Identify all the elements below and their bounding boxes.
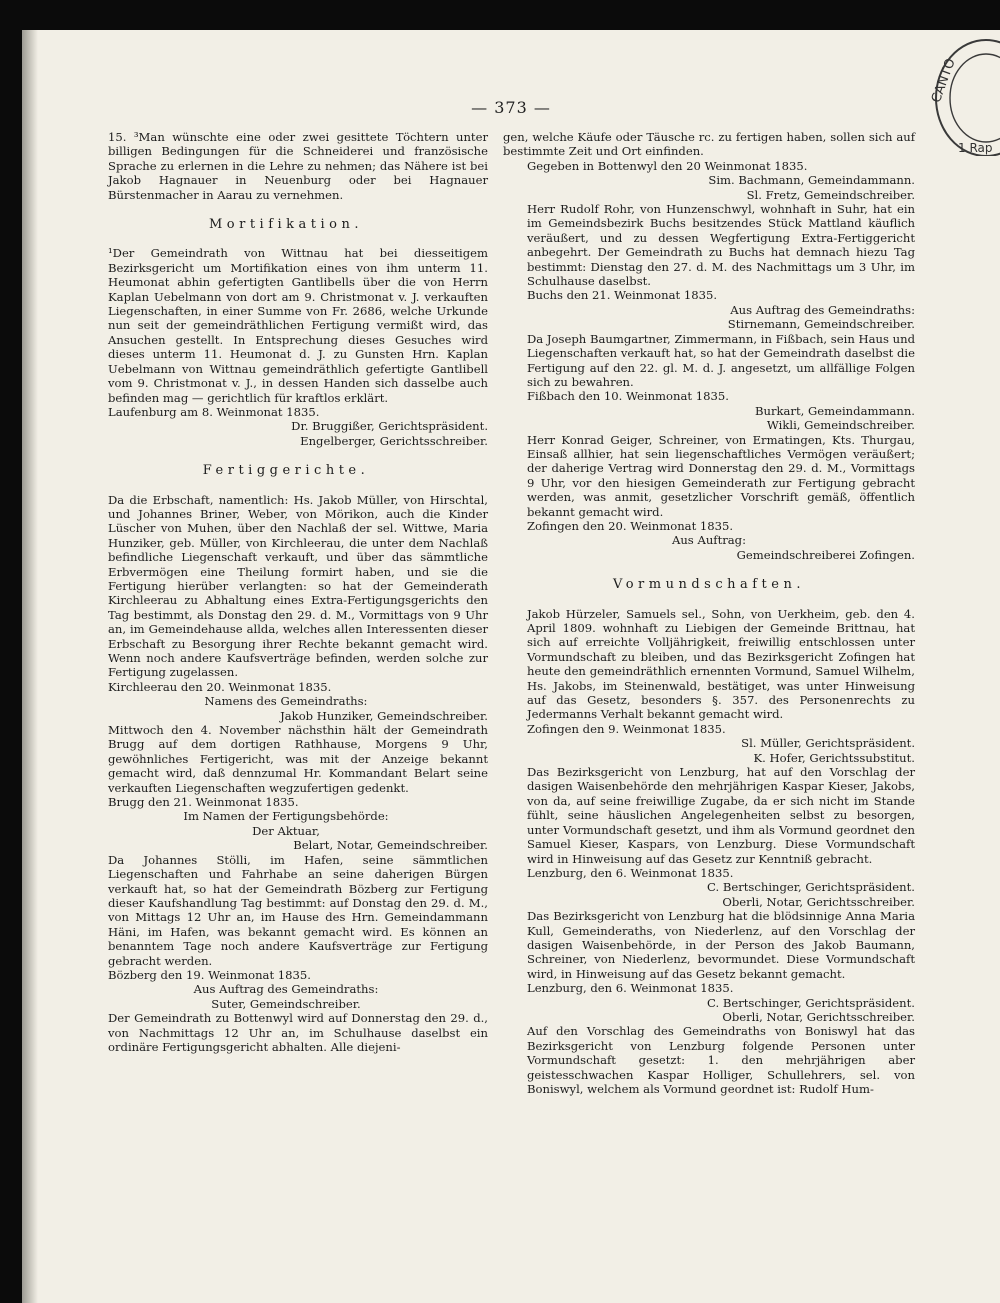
page-binding-edge [22,30,38,1303]
notice-paragraph: Das Bezirksgericht von Lenzburg, hat auf den Vorschlag der dasigen Waisenbehörde den mehrjährigen Kaspar Kieser, Jakobs, von da, auf seine freiwillige Zugabe, da er sich nicht im Stande fühlt, seine häuslichen Angelegenheiten selbst zu besorgen, unter Vormundschaft gesetzt, und ihm als Vormund geordnet den Samuel Kieser, Kaspars, von Lenzburg. Diese Vormundschaft wird in Hinweisung auf das Gesetz zur Kenntniß gebracht. [527,765,915,866]
right-column [503,130,915,1096]
page-number: — 373 — [471,98,551,117]
signature-line: Jakob Hunziker, Gemeindschreiber. [280,708,488,723]
notice-paragraph: Jakob Hürzeler, Samuels sel., Sohn, von Uerkheim, geb. den 4. April 1809. wohnhaft zu Liebigen der Gemeinde Brittnau, hat sich auf erreichte Volljährigkeit, freiwillig entschlossen unter Vormundschaft zu bleiben, und das Bezirksgericht Zofingen hat heute den gemeindräthlich ernennten Vormund, Samuel Wilhelm, Hs. Jakobs, im Steinenwald, bestätiget, was unter Hinweisung auf das Gesetz, besonders §. 357. des Personenrechts zu Jedermanns Verhalt bekannt gemacht wird. [527,606,915,722]
signature-line: Gemeindschreiberei Zofingen. [736,547,915,562]
signature-line: C. Bertschinger, Gerichtspräsident. [707,880,915,895]
signature-line: Belart, Notar, Gemeindschreiber. [293,838,488,853]
notice-paragraph: Da die Erbschaft, namentlich: Hs. Jakob Müller, von Hirschtal, und Johannes Briner, Weber, von Mörikon, auch die Kinder Lüscher von Muhen, über den Nachlaß der sel. Wittwe, Maria Hunziker, geb. Müller, von Kirchleerau, die unter dem Nachlaß befindliche Liegenschaft verkauft, und über das sämmtliche Erbvermögen eine Theilung formirt haben, und sie die Fertigung hierüber verlangten: so hat der Gemeinderath Kirchleerau zu Abhaltung eines Extra-Fertigungsgerichts den Tag bestimmt, als Donstag den 29. d. M., Vormittags von 9 Uhr an, im Gemeindehause allda, welches allen Interessenten dieser Erbschaft zu Besorgung ihrer Rechte bekannt gemacht wird. Wenn noch andere Kaufsverträge befinden, werden solche zur Fertigung zugelassen. [108,492,488,680]
signature-line: Stirnemann, Gemeindschreiber. [727,317,915,332]
signature-line: Der Aktuar, [252,823,320,838]
signature-line: Oberli, Notar, Gerichtsschreiber. [722,1009,915,1024]
notice-paragraph: Brugg den 21. Weinmonat 1835. [108,795,299,810]
signature-line: Suter, Gemeindschreiber. [211,996,361,1011]
svg-text:CANTO: CANTO [928,56,959,105]
signature-line: K. Hofer, Gerichtssubstitut. [753,750,915,765]
section-heading: Fertiggerichte. [202,463,370,479]
signature-line: Aus Auftrag des Gemeindraths: [193,982,379,997]
notice-paragraph: Gegeben in Bottenwyl den 20 Weinmonat 1835. [527,158,808,173]
newspaper-page [22,30,1000,1303]
notice-paragraph: Herr Konrad Geiger, Schreiner, von Ermatingen, Kts. Thurgau, Einsaß allhier, hat sein liegenschaftliches Vermögen veräußert; der daherige Vertrag wird Donnerstag den 29. d. M., Vormittags 9 Uhr, vor den hiesigen Gemeinderath zur Fertigung gebracht werden, was anmit, gesetzlicher Vorschrift gemäß, öffentlich bekannt gemacht wird. [527,432,915,519]
section-heading: Mortifikation. [208,217,364,233]
notice-paragraph: Buchs den 21. Weinmonat 1835. [527,288,718,303]
left-column [84,130,488,1054]
notice-paragraph: Da Joseph Baumgartner, Zimmermann, in Fißbach, sein Haus und Liegenschaften verkauft hat, so hat der Gemeindrath daselbst die Fertigung auf den 22. gl. M. d. J. angesetzt, um allfällige Folgen sich zu bewahren. [527,331,915,389]
signature-line: Namens des Gemeindraths: [204,694,368,709]
notice-paragraph: ¹Der Gemeindrath von Wittnau hat bei diesseitigem Bezirksgericht um Mortifikation eines von ihm unterm 11. Heumonat abhin gefertigten Gantlibells über die von Herrn Kaplan Uebelmann von dort am 9. Christmonat v. J. verkauften Liegenschaften, in einer Summe von Fr. 2686, welche Urkunde nun seit der gemeindräthlichen Fertigung vermißt wird, das Ansuchen gestellt. In Entsprechung dieses Gesuches wird dieses unterm 11. Heumonat d. J. zu Gunsten Hrn. Kaplan Uebelmann von Wittnau gemeindräthlich gefertigte Gantlibell vom 9. Christmonat v. J., in dessen Handen sich dasselbe auch befinden mag — gerichtlich für kraftlos erklärt. [108,246,488,405]
signature-line: Sl. Fretz, Gemeindschreiber. [746,187,915,202]
notice-paragraph: Mittwoch den 4. November nächsthin hält der Gemeindrath Brugg auf dem dortigen Rathhause, Morgens 9 Uhr, gewöhnliches Fertigericht, was mit der Anzeige bekannt gemacht wird, daß dennzumal Hr. Kommandant Belart seine verkauften Liegenschaften wegzufertigen gedenkt. [108,723,488,795]
signature-line: Sl. Müller, Gerichtspräsident. [741,736,915,751]
archive-stamp [928,36,1000,156]
notice-paragraph: Auf den Vorschlag des Gemeindraths von Boniswyl hat das Bezirksgericht von Lenzburg folgende Personen unter Vormundschaft gesetzt: 1. den mehrjährigen aber geistesschwachen Kaspar Holliger, Schullehrers, sel. von Boniswyl, welchem als Vormund geordnet ist: Rudolf Hum- [527,1024,915,1096]
signature-line: Oberli, Notar, Gerichtsschreiber. [722,894,915,909]
signature-line: Wikli, Gemeindschreiber. [766,418,915,433]
svg-text:1 Rap: 1 Rap [958,141,993,155]
notice-paragraph: Da Johannes Stölli, im Hafen, seine sämmtlichen Liegenschaften und Fahrhabe an seine daherigen Bürgen verkauft hat, so hat der Gemeindrath Bözberg zur Fertigung dieser Kaufshandlung Tag bestimmt: auf Donstag den 29. d. M., von Mittags 12 Uhr an, im Hause des Hrn. Gemeindammann Häni, im Hafen, was bekannt gemacht wird. Es können an benanntem Tage noch andere Kaufsverträge zur Fertigung gebracht werden. [108,852,488,968]
signature-line: Burkart, Gemeindammann. [754,403,915,418]
notice-paragraph: Kirchleerau den 20. Weinmonat 1835. [108,679,332,694]
signature-line: Im Namen der Fertigungsbehörde: [183,809,389,824]
notice-paragraph: Lenzburg, den 6. Weinmonat 1835. [527,865,734,880]
signature-line: Aus Auftrag des Gemeindraths: [730,302,915,317]
notice-paragraph: Lenzburg, den 6. Weinmonat 1835. [527,981,734,996]
signature-line: Engelberger, Gerichtsschreiber. [300,433,488,448]
notice-paragraph: Laufenburg am 8. Weinmonat 1835. [108,404,320,419]
notice-paragraph: Bözberg den 19. Weinmonat 1835. [108,967,311,982]
section-heading: Vormundschaften. [613,577,805,593]
notice-paragraph: Zofingen den 20. Weinmonat 1835. [527,518,734,533]
notice-paragraph: Zofingen den 9. Weinmonat 1835. [527,721,726,736]
signature-line: Dr. Bruggißer, Gerichtspräsident. [291,419,488,434]
notice-paragraph: Fißbach den 10. Weinmonat 1835. [527,389,729,404]
notice-paragraph: Herr Rudolf Rohr, von Hunzenschwyl, wohnhaft in Suhr, hat ein im Gemeindsbezirk Buchs besitzendes Stück Mattland käuflich veräußert, und zu dessen Wegfertigung Extra-Fertiggericht anbegehrt. Der Gemeindrath zu Buchs hat demnach hiezu Tag bestimmt: Dienstag den 27. d. M. des Nachmittags um 3 Uhr, im Schulhause daselbst. [527,202,915,289]
signature-line: Aus Auftrag: [671,533,747,548]
notice-paragraph: Der Gemeindrath zu Bottenwyl wird auf Donnerstag den 29. d., von Nachmittags 12 Uhr an, im Schulhause daselbst ein ordinäre Fertigungsgericht abhalten. Alle diejeni- [108,1011,488,1054]
notice-paragraph: gen, welche Käufe oder Täusche rc. zu fertigen haben, sollen sich auf bestimmte Zeit und Ort einfinden. [503,130,915,159]
signature-line: C. Bertschinger, Gerichtspräsident. [707,995,915,1010]
notice-paragraph: Das Bezirksgericht von Lenzburg hat die blödsinnige Anna Maria Kull, Gemeinderaths, von Niederlenz, auf den Vorschlag der dasigen Waisenbehörde, in der Person des Jakob Baumann, Schreiner, von Niederlenz, bevormundet. Diese Vormundschaft wird, in Hinweisung auf das Gesetz bekannt gemacht. [527,909,915,981]
notice-paragraph: 15. ³Man wünschte eine oder zwei gesittete Töchtern unter billigen Bedingungen für die Schneiderei und französische Sprache zu erlernen in die Lehre zu nehmen; das Nähere ist bei Jakob Hagnauer in Neuenburg oder bei Hagnauer Bürstenmacher in Aarau zu vernehmen. [108,130,488,202]
signature-line: Sim. Bachmann, Gemeindammann. [708,173,915,188]
